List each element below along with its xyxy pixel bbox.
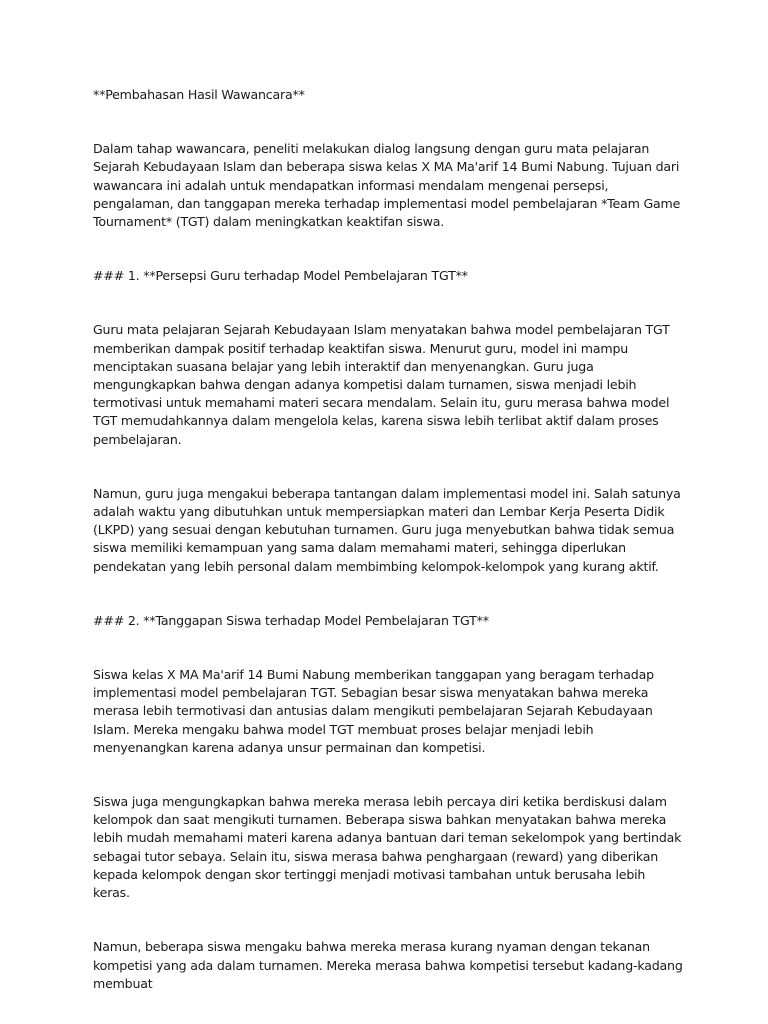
section-2-paragraph-3: Namun, beberapa siswa mengaku bahwa mereka merasa kurang nyaman dengan tekanan kompetisi yang ada dalam turnamen. Mereka merasa bahwa kompetisi tersebut kadang-kadang membuat — [93, 939, 683, 991]
section-1-paragraph-1: Guru mata pelajaran Sejarah Kebudayaan Islam menyatakan bahwa model pembelajaran TGT memberikan dampak positif terhadap keaktifan siswa. Menurut guru, model ini mampu menciptakan suasana belajar yang lebih interaktif dan menyenangkan. Guru juga mengungkapkan bahwa dengan adanya kompetisi dalam turnamen, siswa menjadi lebih termotivasi untuk memahami materi secara mendalam. Selain itu, guru merasa bahwa model TGT memudahkannya dalam mengelola kelas, karena siswa lebih terlibat aktif dalam proses pembelajaran. — [93, 322, 670, 447]
section-2-paragraph-1: Siswa kelas X MA Ma'arif 14 Bumi Nabung memberikan tanggapan yang beragam terhadap implementasi model pembelajaran TGT. Sebagian besar siswa menyatakan bahwa mereka merasa lebih termotivasi dan antusias dalam mengikuti pembelajaran Sejarah Kebudayaan Islam. Mereka mengaku bahwa model TGT membuat proses belajar menjadi lebih menyenangkan karena adanya unsur permainan dan kompetisi. — [93, 667, 654, 755]
document-body — [93, 86, 683, 993]
section-2-heading: ### 2. **Tanggapan Siswa terhadap Model Pembelajaran TGT** — [93, 612, 489, 628]
section-2-paragraph-2: Siswa juga mengungkapkan bahwa mereka merasa lebih percaya diri ketika berdiskusi dalam kelompok dan saat mengikuti turnamen. Beberapa siswa bahkan menyatakan bahwa mereka lebih mudah memahami materi karena adanya bantuan dari teman sekelompok yang bertindak sebagai tutor sebaya. Selain itu, siswa merasa bahwa penghargaan (reward) yang diberikan kepada kelompok dengan skor tertinggi menjadi motivasi tambahan untuk berusaha lebih keras. — [93, 794, 682, 901]
document-title: **Pembahasan Hasil Wawancara** — [93, 87, 305, 102]
section-1-paragraph-2: Namun, guru juga mengakui beberapa tantangan dalam implementasi model ini. Salah satunya adalah waktu yang dibutuhkan untuk mempersiapkan materi dan Lembar Kerja Peserta Didik (LKPD) yang sesuai dengan kebutuhan turnamen. Guru juga menyebutkan bahwa tidak semua siswa memiliki kemampuan yang sama dalam memahami materi, sehingga diperlukan pendekatan yang lebih personal dalam membimbing kelompok-kelompok yang kurang aktif. — [93, 485, 681, 574]
intro-paragraph: Dalam tahap wawancara, peneliti melakukan dialog langsung dengan guru mata pelajaran Sejarah Kebudayaan Islam dan beberapa siswa kelas X MA Ma'arif 14 Bumi Nabung. Tujuan dari wawancara ini adalah untuk mendapatkan informasi mendalam mengenai persepsi, pengalaman, dan tanggapan mereka terhadap implementasi model pembelajaran *Team Game Tournament* (TGT) dalam meningkatkan keaktifan siswa. — [93, 141, 681, 230]
section-1-heading: ### 1. **Persepsi Guru terhadap Model Pembelajaran TGT** — [93, 268, 468, 284]
